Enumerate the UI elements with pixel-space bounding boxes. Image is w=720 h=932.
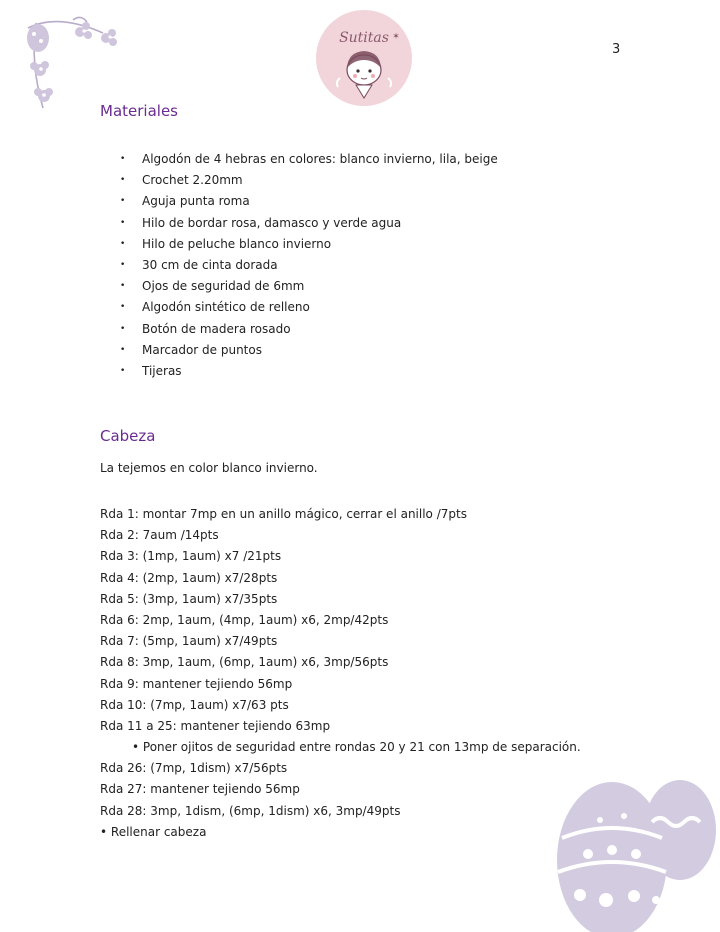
pattern-round: Rda 3: (1mp, 1aum) x7 /21pts <box>100 549 282 564</box>
pattern-round: Rda 5: (3mp, 1aum) x7/35pts <box>100 591 278 606</box>
list-item <box>120 361 498 382</box>
pattern-round: Rda 10: (7mp, 1aum) x7/63 pts <box>100 697 289 712</box>
list-item-text: Botón de madera rosado <box>142 321 291 336</box>
bullet-icon: • <box>120 154 126 164</box>
list-item <box>120 170 498 191</box>
pattern-round: Rda 9: mantener tejiendo 56mp <box>100 676 293 691</box>
pattern-note: • Rellenar cabeza <box>100 824 207 839</box>
list-item-text: Marcador de puntos <box>142 342 262 357</box>
bullet-icon: • <box>120 238 126 249</box>
bullet-icon: • <box>120 217 126 228</box>
list-item-text: Tijeras <box>142 363 182 378</box>
brand-logo <box>314 8 414 108</box>
list-item <box>120 340 498 361</box>
bullet-icon: • <box>120 344 126 355</box>
bullet-icon: • <box>120 323 126 334</box>
easter-eggs-decoration <box>540 760 720 932</box>
pattern-rounds-list <box>100 504 581 843</box>
list-item <box>120 191 498 212</box>
list-item-text: Algodón sintético de relleno <box>142 300 310 315</box>
cabeza-intro: La tejemos en color blanco invierno. <box>100 461 318 475</box>
list-item-text: Hilo de peluche blanco invierno <box>142 236 332 251</box>
pattern-round: Rda 26: (7mp, 1dism) x7/56pts <box>100 761 288 776</box>
pattern-round: Rda 1: montar 7mp en un anillo mágico, cerrar el anillo /7pts <box>100 507 467 521</box>
list-item-text: Aguja punta roma <box>142 194 250 209</box>
materials-list <box>120 149 498 382</box>
pattern-round: Rda 8: 3mp, 1aum, (6mp, 1aum) x6, 3mp/56pts <box>100 655 389 670</box>
list-item <box>120 234 498 255</box>
pattern-round: Rda 2: 7aum /14pts <box>100 528 219 543</box>
section-heading-materiales: Materiales <box>100 102 178 120</box>
bullet-icon: • <box>120 365 126 376</box>
svg-text:✶: ✶ <box>392 32 400 42</box>
section-heading-cabeza: Cabeza <box>100 427 156 445</box>
pattern-note: • Poner ojitos de seguridad entre rondas 20 y 21 con 13mp de separación. <box>132 740 581 755</box>
page-number: 3 <box>612 42 621 57</box>
pattern-round: Rda 4: (2mp, 1aum) x7/28pts <box>100 570 278 585</box>
pattern-round: Rda 11 a 25: mantener tejiendo 63mp <box>100 718 331 733</box>
list-item <box>120 276 498 297</box>
list-item-text: 30 cm de cinta dorada <box>142 257 278 272</box>
pattern-round: Rda 27: mantener tejiendo 56mp <box>100 782 300 797</box>
bullet-icon: • <box>120 259 126 270</box>
pattern-round: Rda 6: 2mp, 1aum, (4mp, 1aum) x6, 2mp/42pts <box>100 612 389 627</box>
list-item <box>120 255 498 276</box>
pattern-round: Rda 7: (5mp, 1aum) x7/49pts <box>100 634 278 649</box>
list-item <box>120 319 498 340</box>
bullet-icon: • <box>120 281 126 292</box>
list-item-text: Crochet 2.20mm <box>142 173 243 188</box>
list-item <box>120 149 498 170</box>
bullet-icon: • <box>120 175 126 186</box>
list-item <box>120 297 498 318</box>
bullet-icon: • <box>120 196 126 207</box>
brand-logo-text: Sutitas <box>339 30 389 46</box>
list-item-text: Algodón de 4 hebras en colores: blanco invierno, lila, beige <box>142 152 498 166</box>
bullet-icon: • <box>120 302 126 313</box>
pattern-round: Rda 28: 3mp, 1dism, (6mp, 1dism) x6, 3mp/49pts <box>100 803 401 818</box>
list-item <box>120 213 498 234</box>
list-item-text: Ojos de seguridad de 6mm <box>142 279 305 294</box>
list-item-text: Hilo de bordar rosa, damasco y verde agua <box>142 215 402 230</box>
